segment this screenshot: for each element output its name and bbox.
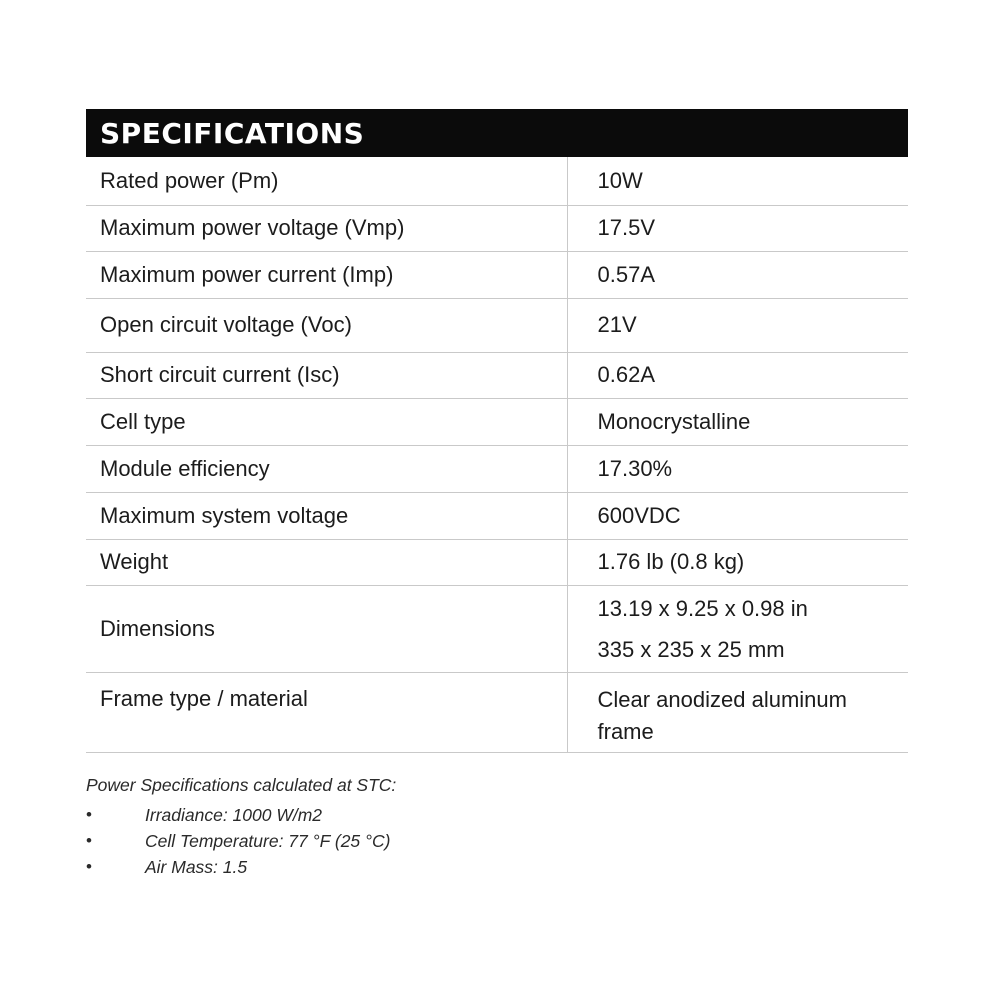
notes-list <box>86 802 906 880</box>
bullet-icon: • <box>86 805 92 824</box>
table-row <box>86 298 908 352</box>
spec-value-line: 600VDC <box>597 502 681 528</box>
specifications-title: SPECIFICATIONS <box>100 116 365 150</box>
table-row <box>86 205 908 251</box>
spec-value <box>567 157 908 205</box>
table-row <box>86 398 908 445</box>
spec-label: Maximum system voltage <box>86 492 567 539</box>
spec-value <box>567 539 908 585</box>
spec-value-line: Clear anodized aluminum <box>597 686 847 712</box>
spec-label: Module efficiency <box>86 445 567 492</box>
spec-value <box>567 672 908 752</box>
spec-label: Frame type / material <box>86 672 567 752</box>
spec-label: Weight <box>86 539 567 585</box>
spec-value-line: Monocrystalline <box>597 408 751 434</box>
spec-value <box>567 352 908 398</box>
list-item <box>86 828 906 854</box>
spec-label: Rated power (Pm) <box>86 157 567 205</box>
spec-value-line: frame <box>597 718 654 744</box>
spec-label: Short circuit current (Isc) <box>86 352 567 398</box>
spec-value-line: 335 x 235 x 25 mm <box>597 636 785 662</box>
notes-title: Power Specifications calculated at STC: <box>86 775 397 795</box>
spec-value <box>567 298 908 352</box>
spec-value-line: 13.19 x 9.25 x 0.98 in <box>597 595 808 621</box>
spec-value-line: 1.76 lb (0.8 kg) <box>597 549 745 575</box>
spec-label: Cell type <box>86 398 567 445</box>
specifications-card <box>86 109 908 753</box>
table-row <box>86 251 908 298</box>
spec-value-line: 0.62A <box>597 362 655 388</box>
spec-label: Dimensions <box>86 585 567 672</box>
spec-value <box>567 398 908 445</box>
stc-notes <box>86 772 906 880</box>
note-text: Air Mass: 1.5 <box>145 857 248 877</box>
spec-label: Maximum power voltage (Vmp) <box>86 205 567 251</box>
table-row <box>86 352 908 398</box>
bullet-icon: • <box>86 857 92 876</box>
bullet-icon: • <box>86 831 92 850</box>
spec-value-line: 21V <box>597 312 637 338</box>
spec-value-line: 17.5V <box>597 215 655 241</box>
spec-value-line: 0.57A <box>597 261 655 287</box>
spec-value <box>567 445 908 492</box>
note-text: Cell Temperature: 77 °F (25 °C) <box>145 831 391 851</box>
spec-value-line: 10W <box>597 168 643 193</box>
spec-value <box>567 205 908 251</box>
specifications-header <box>86 109 908 157</box>
spec-value <box>567 585 908 672</box>
spec-value <box>567 492 908 539</box>
spec-label: Open circuit voltage (Voc) <box>86 298 567 352</box>
table-row <box>86 539 908 585</box>
table-row <box>86 585 908 672</box>
table-row <box>86 157 908 205</box>
spec-value <box>567 251 908 298</box>
list-item <box>86 802 906 828</box>
table-row <box>86 492 908 539</box>
spec-label: Maximum power current (Imp) <box>86 251 567 298</box>
specifications-table <box>86 157 908 753</box>
table-row <box>86 445 908 492</box>
note-text: Irradiance: 1000 W/m2 <box>145 805 323 825</box>
list-item <box>86 854 906 880</box>
table-row <box>86 672 908 752</box>
spec-value-line: 17.30% <box>597 455 673 481</box>
